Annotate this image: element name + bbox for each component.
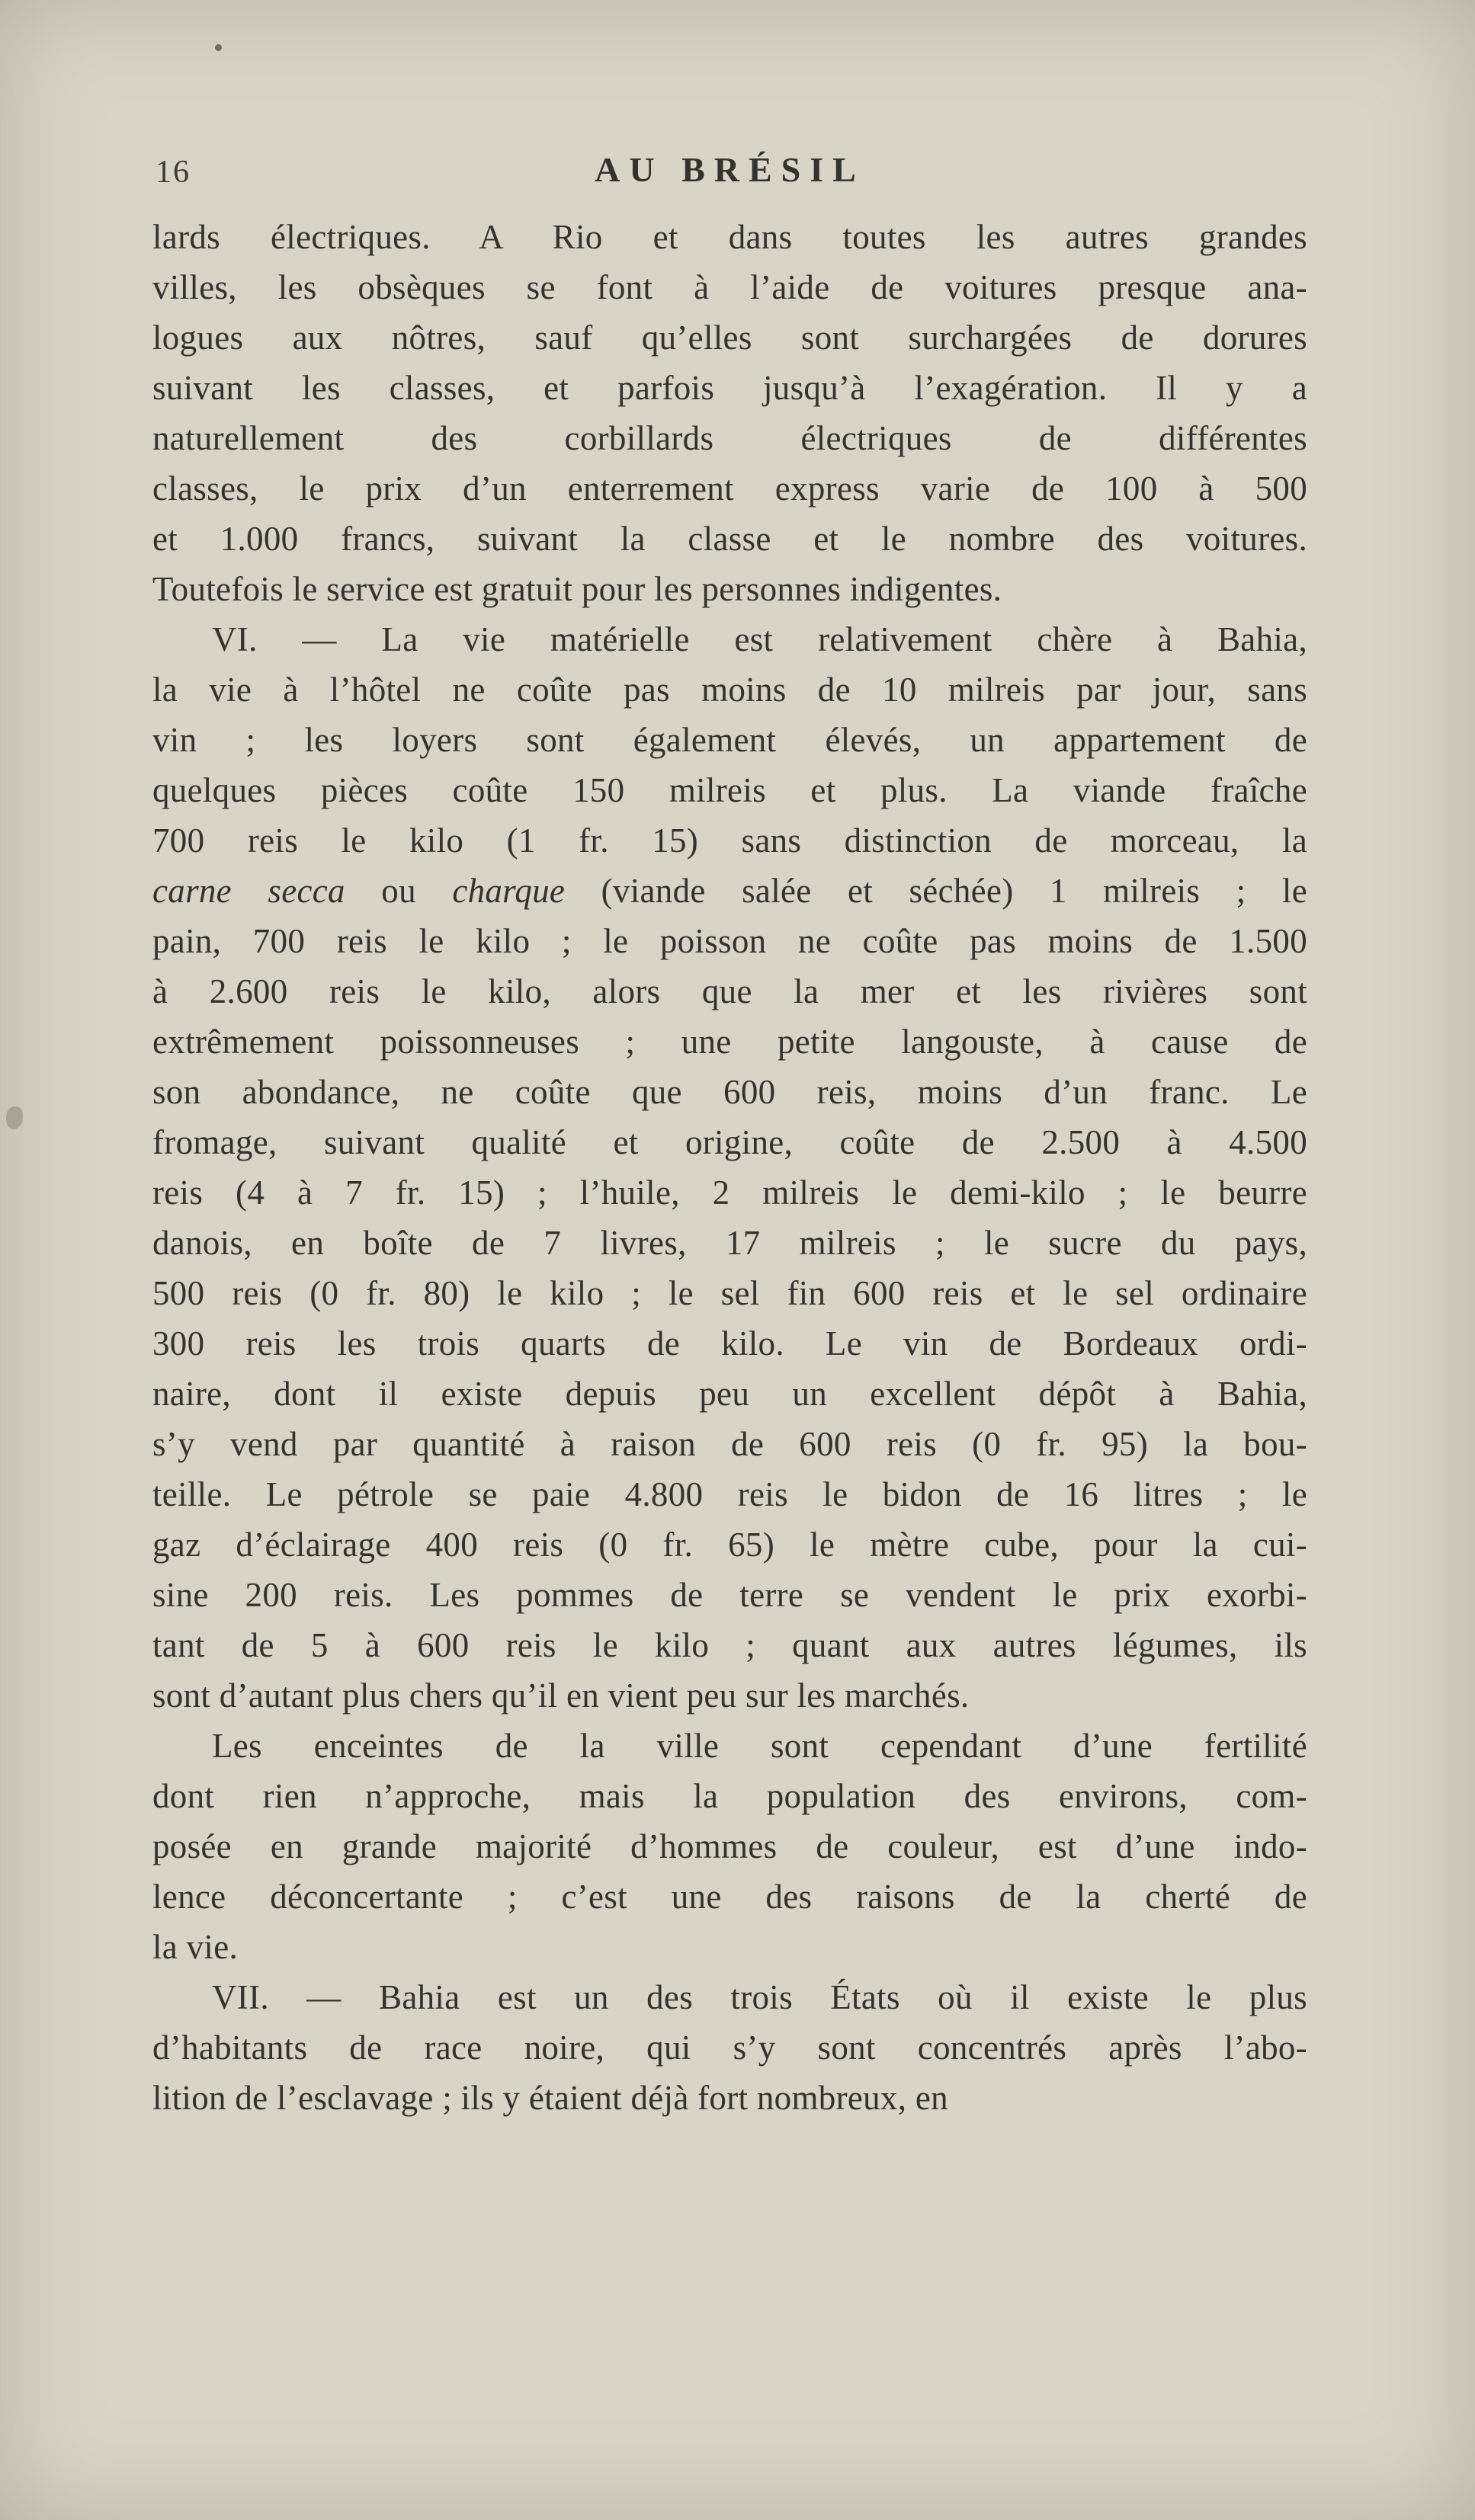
text-line [152,2073,1307,2123]
text-line [152,1017,1307,1067]
text-line [152,815,1307,866]
body-text: Toutefois le service est gratuit pour les personnes indigentes. [152,570,1002,608]
body-text: classes, le prix d’un enterrement express varie de 100 à 500 [152,469,1307,508]
text-line [152,312,1307,363]
body-text: danois, en boîte de 7 livres, 17 milreis ; le sucre du pays, [152,1224,1307,1262]
body-text: 700 reis le kilo (1 fr. 15) sans distinction de morceau, la [152,821,1307,860]
body-text: dont rien n’approche, mais la population des environs, com- [152,1777,1307,1815]
body-text: suivant les classes, et parfois jusqu’à l’exagération. Il y a [152,369,1307,407]
text-line [152,2022,1307,2073]
text-line [152,363,1307,413]
body-text: lards électriques. A Rio et dans toutes les autres grandes [152,218,1307,256]
body-text: lition de l’esclavage ; ils y étaient déjà fort nombreux, en [152,2079,948,2117]
text-line [152,1369,1307,1419]
text-line [152,916,1307,966]
body-text: fromage, suivant qualité et origine, coûte de 2.500 à 4.500 [152,1123,1307,1161]
body-text: teille. Le pétrole se paie 4.800 reis le bidon de 16 litres ; le [152,1475,1307,1513]
text-line [152,1469,1307,1519]
body-text: logues aux nôtres, sauf qu’elles sont surchargées de dorures [152,319,1307,357]
body-text: lence déconcertante ; c’est une des raisons de la cherté de [152,1878,1307,1916]
text-line [152,1117,1307,1167]
text-line [152,664,1307,715]
text-line [152,1620,1307,1670]
text-line [152,1570,1307,1620]
body-text: pain, 700 reis le kilo ; le poisson ne coûte pas moins de 1.500 [152,922,1307,960]
body-text: 300 reis les trois quarts de kilo. Le vin de Bordeaux ordi- [152,1324,1307,1362]
text-line [152,1670,1307,1721]
italic-text: carne secca [152,872,345,910]
body-text: vin ; les loyers sont également élevés, un appartement de [152,721,1307,759]
text-line [152,564,1307,614]
body-text: naturellement des corbillards électriques de différentes [152,419,1307,457]
text-line [152,1821,1307,1872]
text-line [152,1922,1307,1972]
text-line [152,614,1307,664]
body-text: VI. — La vie matérielle est relativement chère à Bahia, [212,620,1307,658]
text-line [152,463,1307,514]
text-line [152,413,1307,463]
text-line [152,966,1307,1017]
body-text: à 2.600 reis le kilo, alors que la mer et les rivières sont [152,972,1307,1010]
page-number: 16 [156,155,191,190]
body-text: tant de 5 à 600 reis le kilo ; quant aux autres légumes, ils [152,1626,1307,1664]
text-line [152,1419,1307,1469]
text-line [152,1872,1307,1922]
scan-smudge [6,1106,23,1129]
text-line [152,1721,1307,1771]
italic-text: charque [452,872,566,910]
running-title: AU BRÉSIL [595,150,865,189]
body-text: et 1.000 francs, suivant la classe et le nombre des voitures. [152,520,1307,558]
text-line [152,1067,1307,1117]
text-block [152,212,1307,2123]
body-text: ou [345,872,453,910]
page-header [152,149,1307,195]
body-text: sine 200 reis. Les pommes de terre se vendent le prix exorbi- [152,1576,1307,1614]
body-text: extrêmement poissonneuses ; une petite langouste, à cause de [152,1023,1307,1061]
body-text: reis (4 à 7 fr. 15) ; l’huile, 2 milreis le demi-kilo ; le beurre [152,1174,1307,1212]
body-text: posée en grande majorité d’hommes de couleur, est d’une indo- [152,1827,1307,1865]
text-line [152,866,1307,916]
body-text: sont d’autant plus chers qu’il en vient peu sur les marchés. [152,1676,970,1715]
text-line [152,1771,1307,1821]
text-line [152,262,1307,312]
text-line [152,1972,1307,2022]
body-text: s’y vend par quantité à raison de 600 reis (0 fr. 95) la bou- [152,1425,1307,1463]
body-text: d’habitants de race noire, qui s’y sont concentrés après l’abo- [152,2028,1307,2067]
body-text: 500 reis (0 fr. 80) le kilo ; le sel fin 600 reis et le sel ordinaire [152,1274,1307,1312]
body-text: gaz d’éclairage 400 reis (0 fr. 65) le mètre cube, pour la cui- [152,1526,1307,1564]
body-text: son abondance, ne coûte que 600 reis, moins d’un franc. Le [152,1073,1307,1111]
text-line [152,1318,1307,1369]
body-text: (viande salée et séchée) 1 milreis ; le [565,872,1307,910]
body-text: la vie à l’hôtel ne coûte pas moins de 10 milreis par jour, sans [152,671,1307,709]
body-text: naire, dont il existe depuis peu un excellent dépôt à Bahia, [152,1375,1307,1413]
text-line [152,1519,1307,1570]
body-text: villes, les obsèques se font à l’aide de voitures presque ana- [152,268,1307,306]
body-text: Les enceintes de la ville sont cependant d’une fertilité [212,1727,1307,1765]
text-line [152,765,1307,815]
text-line [152,514,1307,564]
body-text: VII. — Bahia est un des trois États où il existe le plus [212,1978,1307,2016]
text-line [152,212,1307,262]
text-line [152,1218,1307,1268]
body-text: quelques pièces coûte 150 milreis et plus. La viande fraîche [152,771,1307,809]
body-text: la vie. [152,1928,239,1966]
text-line [152,715,1307,765]
scan-speck [215,44,222,51]
text-line [152,1268,1307,1318]
text-line [152,1167,1307,1218]
